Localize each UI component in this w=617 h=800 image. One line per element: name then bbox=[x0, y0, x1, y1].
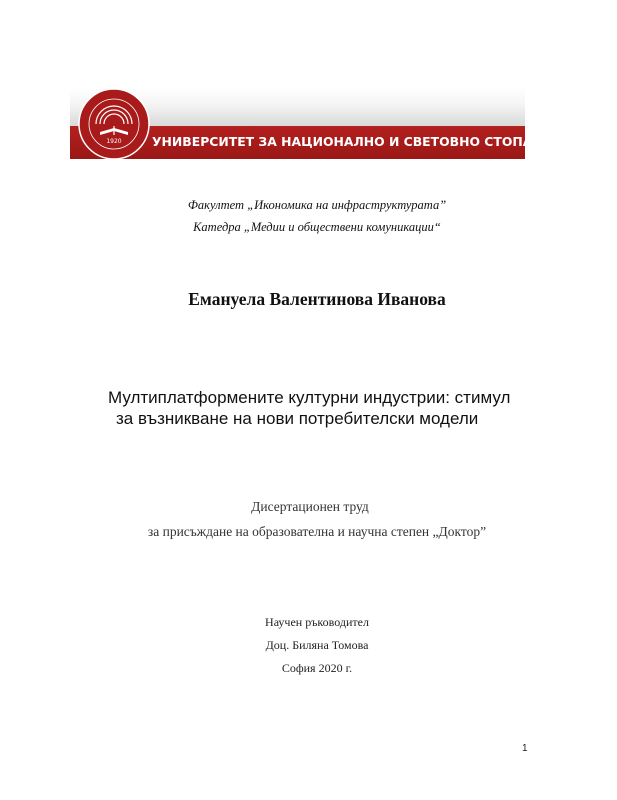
department-line: Катедра „Медии и обществени комуникации“ bbox=[193, 220, 441, 234]
university-seal-icon bbox=[78, 88, 150, 160]
dissertation-title bbox=[108, 387, 548, 429]
author-name: Емануела Валентинова Иванова bbox=[188, 289, 446, 309]
title-line-2: за възникване на нови потребителски модели bbox=[116, 409, 479, 428]
title-line-1: Мултиплатформените културни индустрии: стимул bbox=[108, 388, 511, 407]
thesis-type: Дисертационен труд bbox=[251, 499, 369, 514]
thesis-degree: за присъждане на образователна и научна степен „Доктор” bbox=[147, 524, 487, 539]
supervisor-name: Доц. Биляна Томова bbox=[265, 638, 369, 652]
seal-year: 1920 bbox=[106, 138, 122, 145]
faculty-line: Факултет „Икономика на инфраструктурата” bbox=[187, 198, 447, 212]
supervisor-label: Научен ръководител bbox=[265, 615, 369, 629]
university-name: УНИВЕРСИТЕТ ЗА НАЦИОНАЛНО И СВЕТОВНО СТОПАНСТВО bbox=[152, 134, 581, 149]
place-date: София 2020 г. bbox=[281, 661, 353, 675]
page-number: 1 bbox=[522, 743, 528, 754]
